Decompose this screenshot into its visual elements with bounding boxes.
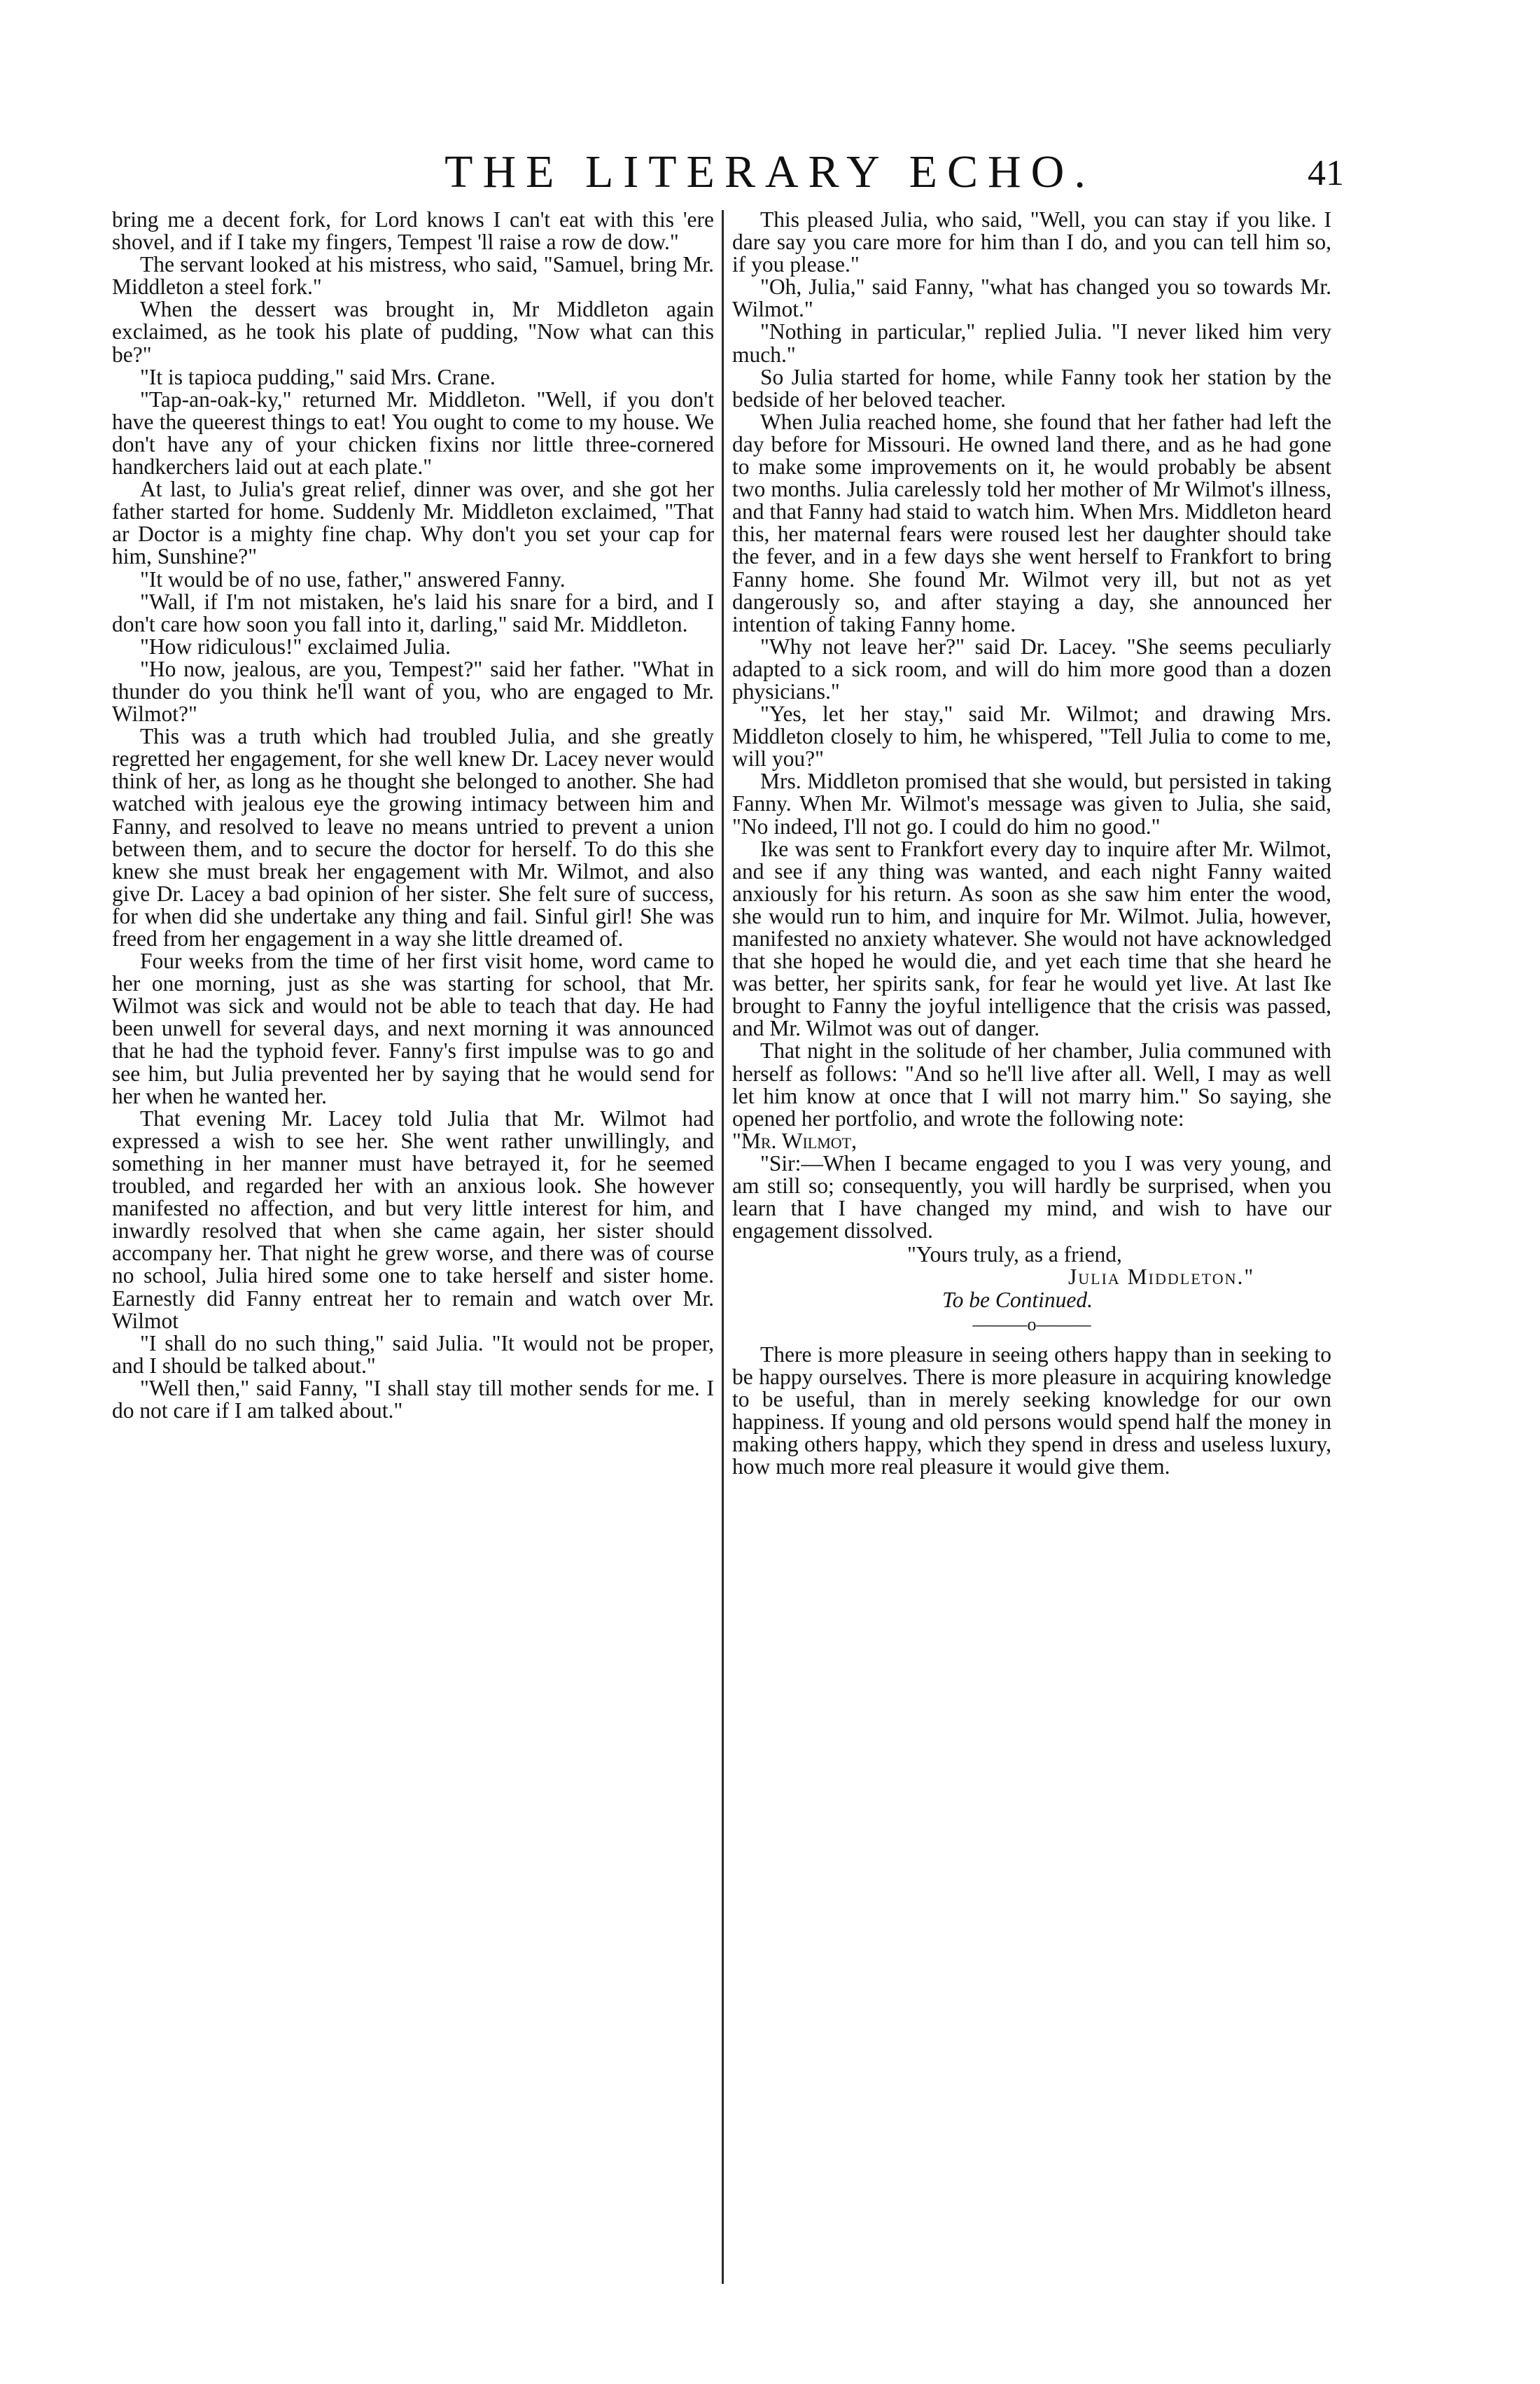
- left-column: [112, 209, 714, 2309]
- paragraph: That night in the solitude of her chamber, Julia communed with herself as follows: "And so he'll live after all. Well, I may as well let him know at once that I will not marry him." So saying, she opened her portfolio, and wrote the following note:: [732, 1038, 1331, 1131]
- paragraph: Mrs. Middleton promised that she would, but persisted in taking Fanny. When Mr. Wilmot's message was given to Julia, she said, "No indeed, I'll not go. I could do him no good.": [732, 769, 1331, 839]
- paragraph: "Well then," said Fanny, "I shall stay till mother sends for me. I do not care if I am talked about.": [112, 1375, 714, 1423]
- paragraph: This pleased Julia, who said, "Well, you can stay if you like. I dare say you care more for him than I do, and you can tell him so, if you please.": [732, 209, 1331, 277]
- paragraph: "Yes, let her stay," said Mr. Wilmot; and drawing Mrs. Middleton closely to him, he whispered, "Tell Julia to come to me, will you?": [732, 702, 1331, 772]
- to-be-continued: To be Continued.: [942, 1287, 1093, 1312]
- paragraph: Four weeks from the time of her first visit home, word came to her one morning, just as she was starting for school, that Mr. Wilmot was sick and would not be able to teach that day. He had been unwell for several days, and next morning it was announced that he had the typhoid fever. Fanny's first impulse was to go and see him, but Julia prevented her by saying that he would send for her when he wanted her.: [112, 949, 714, 1108]
- paragraph: That evening Mr. Lacey told Julia that Mr. Wilmot had expressed a wish to see her. She went rather unwillingly, and something in her manner must have betrayed it, for he seemed troubled, and regarded her with an anxious look. She however manifested no affection, and but very little interest for him, and inwardly resolved that when she came again, her sister should accompany her. That night he grew worse, and there was of course no school, Julia hired some one to take herself and sister home. Earnestly did Fanny entreat her to remain and watch over Mr. Wilmot: [112, 1106, 714, 1333]
- paragraph: The servant looked at his mistress, who said, "Samuel, bring Mr. Middleton a steel fork.": [112, 252, 714, 300]
- paragraph: Ike was sent to Frankfort every day to inquire after Mr. Wilmot, and see if any thing was wanted, and each night Fanny waited anxiously for his return. As soon as she saw him enter the wood, she would run to him, and inquire for Mr. Wilmot. Julia, however, manifested no anxiety whatever. She would not have acknowledged that she hoped he would die, and yet each time that she heard he was better, her spirits sank, for fear he would yet live. At last Ike brought to Fanny the joyful intelligence that the crisis was passed, and Mr. Wilmot was out of danger.: [732, 836, 1331, 1041]
- paragraph: "It is tapioca pudding," said Mrs. Crane.: [140, 364, 496, 389]
- paragraph: "Wall, if I'm not mistaken, he's laid his snare for a bird, and I don't care how soon you fall into it, darling," said Mr. Middleton.: [112, 589, 714, 636]
- paragraph: When the dessert was brought in, Mr Middleton again exclaimed, as he took his plate of pudding, "Now what can this be?": [112, 297, 714, 367]
- paragraph: "Ho now, jealous, are you, Tempest?" said her father. "What in thunder do you think he'll want of you, who are engaged to Mr. Wilmot?": [112, 656, 714, 727]
- page-header-title: THE LITERARY ECHO.: [444, 146, 1096, 197]
- column-divider-rule: [722, 210, 724, 2284]
- paragraph: "It would be of no use, father," answered Fanny.: [140, 566, 566, 592]
- paragraph: This was a truth which had troubled Julia, and she greatly regretted her engagement, for she well knew Dr. Lacey never would think of her, as long as he thought she belonged to another. She had watched with jealous eye the growing intimacy between him and Fanny, and resolved to leave no means untried to prevent a union between them, and to secure the doctor for herself. To do this she knew she must break her engagement with Mr. Wilmot, and also give Dr. Lacey a bad opinion of her sister. She felt sure of success, for when did she undertake any thing and fail. Sinful girl! She was freed from her engagement in a way she little dreamed of.: [112, 724, 714, 951]
- section-divider: ———o———: [972, 1313, 1091, 1334]
- letter-body: "Sir:—When I became engaged to you I was very young, and am still so; consequently, you will hardly be surprised, when you learn that I have changed my mind, and wish to have our engagement dissolved.: [732, 1150, 1331, 1243]
- paragraph: "Tap-an-oak-ky," returned Mr. Middleton. "Well, if you don't have the queerest things to eat! You ought to come to my house. We don't have any of your chicken fixins nor little three-cornered handkerchers laid out at each plate.": [112, 386, 714, 480]
- letter-salutation: "Mr. Wilmot,: [732, 1128, 857, 1153]
- letter-closing: [732, 1243, 1331, 1311]
- letter-signoff: "Yours truly, as a friend,: [907, 1242, 1122, 1267]
- paragraph: When Julia reached home, she found that her father had left the day before for Missouri. He owned land there, and as he had gone to make some improvements on it, he would probably be absent two months. Julia carelessly told her mother of Mr Wilmot's illness, and that Fanny had staid to watch him. When Mrs. Middleton heard this, her maternal fears were roused lest her daughter should take the fever, and in a few days she went herself to Frankfort to bring Fanny home. She found Mr. Wilmot very ill, but not as yet dangerously so, and after staying a day, she announced her intention of taking Fanny home.: [732, 409, 1331, 636]
- paragraph: "Why not leave her?" said Dr. Lacey. "She seems peculiarly adapted to a sick room, and will do him more good than a dozen physicians.": [732, 634, 1331, 704]
- paragraph: bring me a decent fork, for Lord knows I can't eat with this 'ere shovel, and if I take my fingers, Tempest 'll raise a row de dow.": [112, 209, 714, 255]
- letter-signature: Julia Middleton.": [1068, 1264, 1255, 1290]
- paragraph: "How ridiculous!" exclaimed Julia.: [140, 634, 451, 659]
- paragraph: "Nothing in particular," replied Julia. "I never liked him very much.": [732, 319, 1331, 367]
- epilogue-paragraph: There is more pleasure in seeing others happy than in seeking to be happy ourselves. There is more pleasure in acquiring knowledge to be useful, than in merely seeking knowledge for our own happiness. If young and old persons would spend half the money in making others happy, which they spend in dress and useless luxury, how much more real pleasure it would give them.: [732, 1341, 1331, 1479]
- page-number: 41: [1308, 153, 1344, 193]
- paragraph: "Oh, Julia," said Fanny, "what has changed you so towards Mr. Wilmot.": [732, 274, 1331, 322]
- paragraph: So Julia started for home, while Fanny took her station by the bedside of her beloved teacher.: [732, 364, 1331, 412]
- paragraph: "I shall do no such thing," said Julia. "It would not be proper, and I should be talked about.": [112, 1330, 714, 1378]
- paragraph: At last, to Julia's great relief, dinner was over, and she got her father started for home. Suddenly Mr. Middleton exclaimed, "That ar Doctor is a mighty fine chap. Why don't you set your cap for him, Sunshine?": [112, 477, 714, 569]
- right-column: [732, 209, 1331, 2309]
